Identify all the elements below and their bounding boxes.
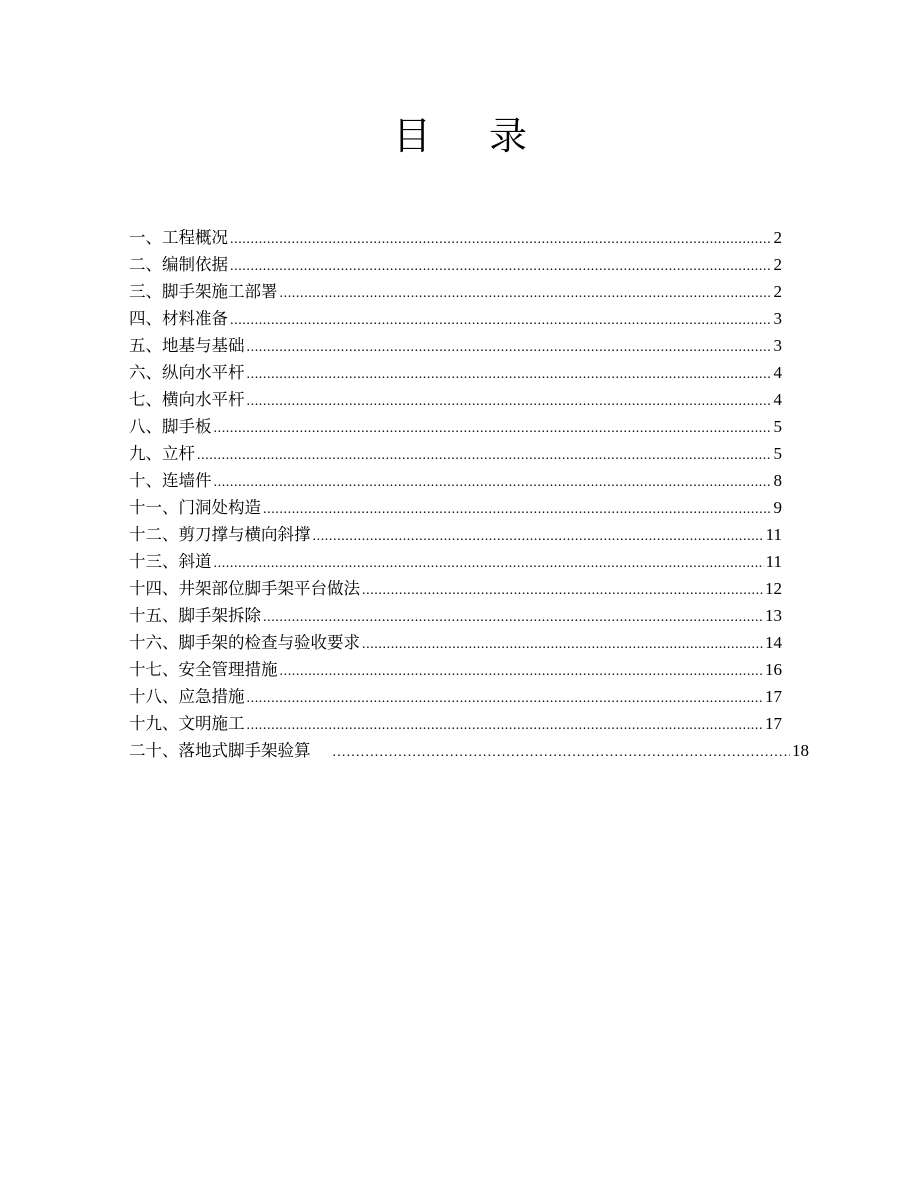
toc-entry[interactable] (129, 602, 782, 629)
toc-entry-label: 十一、门洞处构造 (129, 498, 261, 517)
toc-entry-label: 六、纵向水平杆 (129, 363, 245, 382)
toc-leader-dots (214, 550, 764, 577)
toc-entry-page: 2 (773, 282, 782, 301)
toc-entry-page: 5 (773, 417, 782, 436)
toc-leader-dots (247, 685, 764, 712)
toc-leader-dots (197, 442, 772, 469)
toc-entry-label: 十、连墙件 (129, 471, 212, 490)
toc-entry-label: 九、立杆 (129, 444, 195, 463)
toc-entry[interactable] (129, 359, 782, 386)
toc-entry-label: 四、材料准备 (129, 309, 228, 328)
toc-entry-page: 17 (765, 714, 782, 733)
page-title (0, 108, 920, 164)
toc-entry-page: 2 (773, 228, 782, 247)
toc-entry-label: 二、编制依据 (129, 255, 228, 274)
toc-entry-label: 七、横向水平杆 (129, 390, 245, 409)
toc-leader-dots (230, 253, 772, 280)
toc-entry-label: 十六、脚手架的检查与验收要求 (129, 633, 360, 652)
toc-entry-page: 13 (765, 606, 782, 625)
toc-entry[interactable] (129, 710, 782, 737)
toc-entry[interactable] (129, 413, 782, 440)
toc-entry[interactable] (129, 575, 782, 602)
toc-entry-label: 十七、安全管理措施 (129, 660, 278, 679)
toc-leader-dots (313, 523, 764, 550)
toc-entry-page: 12 (765, 579, 782, 598)
toc-leader-dots (214, 415, 772, 442)
toc-leader-dots (333, 739, 791, 766)
toc-entry[interactable] (129, 224, 782, 251)
table-of-contents (129, 224, 809, 764)
toc-entry[interactable] (129, 737, 809, 764)
toc-entry-page: 3 (773, 336, 782, 355)
toc-leader-dots (247, 334, 772, 361)
toc-entry-label: 三、脚手架施工部署 (129, 282, 278, 301)
title-char-left: 目 (392, 114, 431, 158)
toc-entry[interactable] (129, 521, 782, 548)
toc-entry[interactable] (129, 305, 782, 332)
toc-entry-page: 8 (773, 471, 782, 490)
toc-leader-dots (280, 658, 764, 685)
toc-leader-dots (362, 631, 763, 658)
toc-entry[interactable] (129, 467, 782, 494)
toc-entry-label: 八、脚手板 (129, 417, 212, 436)
toc-leader-dots (230, 307, 772, 334)
toc-entry[interactable] (129, 494, 782, 521)
toc-entry[interactable] (129, 386, 782, 413)
toc-entry-label: 十五、脚手架拆除 (129, 606, 261, 625)
toc-entry[interactable] (129, 656, 782, 683)
toc-leader-dots (263, 496, 772, 523)
title-char-right: 录 (489, 114, 528, 158)
toc-entry-label: 十八、应急措施 (129, 687, 245, 706)
toc-leader-dots (362, 577, 763, 604)
toc-entry-label: 二十、落地式脚手架验算 (129, 741, 311, 760)
toc-entry-page: 18 (792, 741, 809, 760)
toc-entry-label: 十四、井架部位脚手架平台做法 (129, 579, 360, 598)
toc-entry-page: 4 (773, 390, 782, 409)
toc-leader-dots (214, 469, 772, 496)
toc-leader-dots (263, 604, 763, 631)
toc-entry-page: 14 (765, 633, 782, 652)
toc-entry-label: 一、工程概况 (129, 228, 228, 247)
toc-entry-page: 11 (765, 525, 782, 544)
toc-entry[interactable] (129, 251, 782, 278)
toc-entry[interactable] (129, 683, 782, 710)
toc-entry-label: 十三、斜道 (129, 552, 212, 571)
toc-entry-label: 十二、剪刀撑与横向斜撑 (129, 525, 311, 544)
toc-entry[interactable] (129, 629, 782, 656)
toc-entry-page: 2 (773, 255, 782, 274)
toc-entry-label: 五、地基与基础 (129, 336, 245, 355)
toc-entry-page: 3 (773, 309, 782, 328)
toc-entry-page: 16 (765, 660, 782, 679)
toc-leader-dots (230, 226, 772, 253)
toc-entry-page: 4 (773, 363, 782, 382)
toc-entry[interactable] (129, 548, 782, 575)
toc-leader-dots (247, 361, 772, 388)
toc-entry-page: 11 (765, 552, 782, 571)
toc-entry-page: 9 (773, 498, 782, 517)
toc-entry[interactable] (129, 440, 782, 467)
toc-leader-dots (247, 712, 764, 739)
toc-entry-label: 十九、文明施工 (129, 714, 245, 733)
toc-leader-dots (280, 280, 772, 307)
toc-entry[interactable] (129, 332, 782, 359)
toc-leader-dots (247, 388, 772, 415)
toc-entry[interactable] (129, 278, 782, 305)
toc-entry-page: 5 (773, 444, 782, 463)
toc-entry-page: 17 (765, 687, 782, 706)
